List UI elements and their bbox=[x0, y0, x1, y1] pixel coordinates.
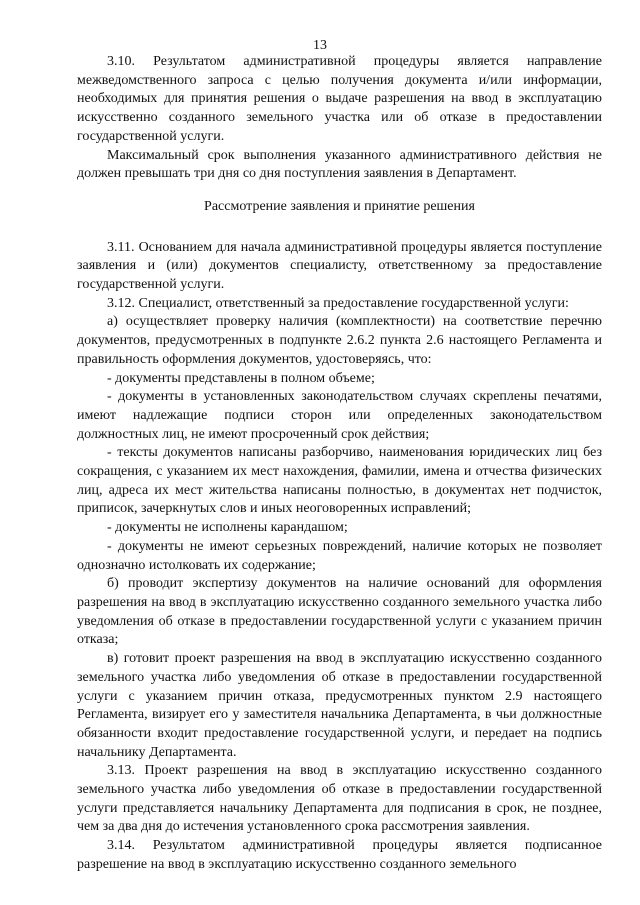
paragraph-3-12: 3.12. Специалист, ответственный за предоставление государственной услуги: bbox=[107, 295, 569, 311]
paragraph-deadline: Максимальный срок выполнения указанного административного действия не должен превышать три дня со дня поступления заявления в Департамент. bbox=[77, 147, 602, 182]
paragraph-3-14: 3.14. Результатом административной процедуры является подписанное разрешение на ввод в эксплуатацию искусственно созданного земельного bbox=[77, 838, 602, 872]
page-number: 13 bbox=[313, 38, 327, 53]
document-body bbox=[77, 53, 602, 875]
paragraph-3-13: 3.13. Проект разрешения на ввод в эксплуатацию искусственно созданного земельного участка либо уведомления об отказе в предоставлении государственной услуги представляется начальнику Департамента для подписания в срок, не позднее, чем за два дня до истечения установленного срока рассмотрения заявления. bbox=[77, 763, 602, 835]
paragraph-3-10: 3.10. Результатом административной процедуры является направление межведомственного запроса с целью получения документа и/или информации, необходимых для принятия решения о выдаче разрешения на ввод в эксплуатацию искусственно созданного земельного участка или об отказе в предоставлении государственной услуги. bbox=[77, 54, 602, 144]
list-item: - документы представлены в полном объеме; bbox=[107, 370, 375, 386]
paragraph-item-a: а) осуществляет проверку наличия (комплектности) на соответствие перечню документов, предусмотренных в подпункте 2.6.2 пункта 2.6 настоящего Регламента и правильность оформления документов, удостоверяясь, что: bbox=[77, 314, 602, 367]
list-item: - документы не имеют серьезных повреждений, наличие которых не позволяет однозначно истолковать их содержание; bbox=[77, 538, 602, 573]
paragraph-item-b: б) проводит экспертизу документов на наличие оснований для оформления разрешения на ввод в эксплуатацию искусственно созданного земельного участка либо уведомления об отказе в предоставлении государственной услуги с указанием причин отказа; bbox=[77, 576, 602, 648]
list-item: - документы в установленных законодательством случаях скреплены печатями, имеют надлежащие подписи сторон или определенных законодательством должностных лиц, не имеют просроченный срок действия; bbox=[77, 389, 602, 442]
paragraph-item-v: в) готовит проект разрешения на ввод в эксплуатацию искусственно созданного земельного участка либо уведомления об отказе в предоставлении государственной услуги с указанием причин отказа, предусмотренных пунктом 2.9 настоящего Регламента, визирует его у заместителя начальника Департамента, в чьи должностные обязанности входит предоставление государственной услуги, и передает на подпись начальнику Департамента. bbox=[77, 651, 602, 760]
list-item: - тексты документов написаны разборчиво, наименования юридических лиц без сокращения, с указанием их мест нахождения, фамилии, имена и отчества физических лиц, адреса их мест жительства написаны полностью, в документах нет подчисток, приписок, зачеркнутых слов и иных неоговоренных исправлений; bbox=[77, 445, 602, 517]
section-heading: Рассмотрение заявления и принятие решения bbox=[204, 198, 475, 214]
list-item: - документы не исполнены карандашом; bbox=[107, 520, 348, 536]
paragraph-3-11: 3.11. Основанием для начала административной процедуры является поступление заявления и (или) документов специалисту, ответственному за предоставление государственной услуги. bbox=[77, 239, 602, 293]
